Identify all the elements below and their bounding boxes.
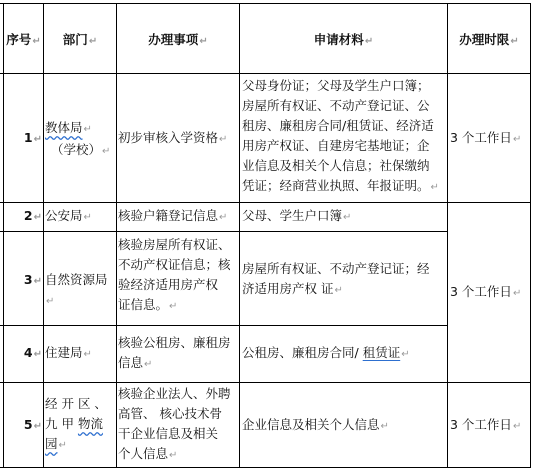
row-1-index [4, 128, 42, 150]
materials-line: 企业信息及相关个人信息 [242, 417, 380, 432]
grid-line [0, 73, 531, 74]
dept-underlined: 园 [45, 436, 58, 451]
row-index-text: 5 [23, 417, 33, 432]
row-index-text: 3 [23, 272, 33, 287]
row-2-dept [45, 206, 116, 228]
matter-line: 高管、 核心技术骨 [118, 406, 222, 421]
row-4-materials [242, 343, 447, 365]
row-2-materials [242, 206, 447, 228]
materials-line: 济适用房产权 证 [242, 281, 334, 296]
dept-name: 住建局 [45, 345, 83, 360]
materials-line: 租房、廉租房合同/租赁证、经济适 [242, 118, 434, 133]
row-2-matter [118, 206, 239, 228]
dept-line: 经 开 区 、 [45, 396, 107, 411]
materials-line: 公租房、廉租房合同/ [242, 345, 363, 360]
grid-line [116, 3, 117, 468]
time-limit-text: 3 个工作日 [450, 417, 512, 432]
row-2-index [4, 206, 42, 228]
dept-name: 自然资源局 [45, 272, 108, 287]
header-time-limit [448, 30, 530, 52]
time-limit-text: 3 个工作日 [450, 130, 512, 145]
paragraph-mark: ↵ [512, 421, 522, 432]
grid-line [0, 325, 447, 326]
row-index-text: 1 [23, 130, 33, 145]
header-index-text: 序号 [6, 32, 32, 47]
row-3-index [4, 270, 42, 292]
header-time-limit-text: 办理时限 [459, 32, 510, 47]
grid-line [530, 3, 531, 468]
paragraph-mark: ↵ [334, 285, 343, 296]
matter-line: 核验公租房、廉租房 [118, 335, 231, 350]
paragraph-mark: ↵ [32, 36, 41, 47]
row-3-time-limit [450, 282, 530, 304]
row-1-time-limit [450, 128, 530, 150]
row-5-dept [45, 394, 116, 456]
matter-text: 初步审核入学资格 [118, 130, 219, 145]
paragraph-mark: ↵ [33, 212, 42, 223]
header-dept [44, 30, 116, 52]
row-4-index [4, 343, 42, 365]
paragraph-mark: ↵ [219, 134, 228, 145]
matter-line: 核验房屋所有权证、 [118, 237, 231, 252]
row-5-time-limit [450, 415, 530, 437]
materials-line: 业信息及相关个人信息；社保缴纳 [242, 158, 430, 173]
materials-line: 用房产权证、自建房宅基地证；企 [242, 138, 430, 153]
paragraph-mark: ↵ [510, 36, 519, 47]
header-index [4, 30, 43, 52]
materials-line: 房屋所有权证、不动产登记证、公 [242, 98, 430, 113]
grid-line [0, 202, 531, 203]
row-1-materials [242, 76, 447, 198]
grid-line [0, 382, 531, 383]
matter-line: 验经济适用房产权 [118, 277, 219, 292]
grid-line [0, 467, 531, 468]
row-1-dept [45, 118, 116, 162]
matter-line: 不动产权证信息；核 [118, 257, 231, 272]
paragraph-mark: ↵ [46, 296, 55, 307]
header-materials [240, 30, 447, 52]
row-4-dept [45, 343, 116, 365]
paragraph-mark: ↵ [380, 421, 389, 432]
matter-line: 信息 [118, 355, 144, 370]
matter-line: 证信息。 [118, 297, 169, 312]
paragraph-mark: ↵ [33, 134, 42, 145]
paragraph-mark: ↵ [364, 36, 374, 47]
grid-line [3, 3, 4, 468]
paragraph-mark: ↵ [169, 301, 178, 312]
paragraph-mark: ↵ [83, 349, 92, 360]
row-5-index [4, 415, 42, 437]
matter-line: 核验企业法人、外聘 [118, 386, 231, 401]
paragraph-mark: ↵ [83, 212, 92, 223]
paragraph-mark: ↵ [169, 450, 178, 461]
materials-underlined: 租赁证 [362, 345, 401, 360]
paragraph-mark: ↵ [88, 36, 98, 47]
materials-line: 房屋所有权证、不动产登记证；经 [242, 261, 430, 276]
paragraph-mark: ↵ [219, 212, 228, 223]
paragraph-mark: ↵ [33, 421, 42, 432]
dept-name: 教体局 [45, 120, 83, 135]
dept-line: 九 甲 [45, 416, 78, 431]
paragraph-mark: ↵ [512, 288, 522, 299]
materials-line: 父母、学生户口簿 [242, 208, 343, 223]
paragraph-mark: ↵ [58, 440, 67, 451]
matter-text: 核验户籍登记信息 [118, 208, 219, 223]
grid-line [43, 3, 44, 468]
header-matter-text: 办理事项 [148, 32, 199, 47]
row-5-matter [118, 384, 239, 466]
header-materials-text: 申请材料 [313, 32, 364, 47]
paragraph-mark: ↵ [199, 36, 208, 47]
paragraph-mark: ↵ [33, 349, 42, 360]
time-limit-text: 3 个工作日 [450, 284, 512, 299]
paragraph-mark: ↵ [144, 359, 153, 370]
dept-underlined: 物流 [77, 416, 103, 431]
matter-line: 干企业信息及相关 [118, 426, 219, 441]
paragraph-mark: ↵ [430, 182, 439, 193]
paragraph-mark: ↵ [512, 134, 522, 145]
header-dept-text: 部门 [62, 32, 88, 47]
row-3-materials [242, 259, 447, 301]
row-3-matter [118, 235, 239, 317]
paragraph-mark: ↵ [33, 276, 42, 287]
dept-note: （学校） [51, 142, 102, 157]
materials-line: 凭证；经商营业执照、年报证明。 [242, 178, 430, 193]
row-3-dept [45, 270, 116, 312]
matter-line: 个人信息 [118, 446, 169, 461]
materials-line: 父母身份证；父母及学生户口簿； [242, 78, 430, 93]
row-index-text: 2 [23, 208, 33, 223]
row-5-materials [242, 415, 447, 437]
grid-line [0, 231, 447, 232]
row-1-matter [118, 128, 239, 150]
dept-name: 公安局 [45, 208, 83, 223]
paragraph-mark: ↵ [102, 146, 111, 157]
grid-line [239, 3, 240, 468]
header-matter [117, 30, 239, 52]
grid-line [0, 3, 531, 4]
paragraph-mark: ↵ [401, 349, 410, 360]
paragraph-mark: ↵ [343, 212, 352, 223]
paragraph-mark: ↵ [83, 124, 92, 135]
row-index-text: 4 [23, 345, 33, 360]
row-4-matter [118, 333, 239, 375]
grid-line [447, 3, 448, 468]
